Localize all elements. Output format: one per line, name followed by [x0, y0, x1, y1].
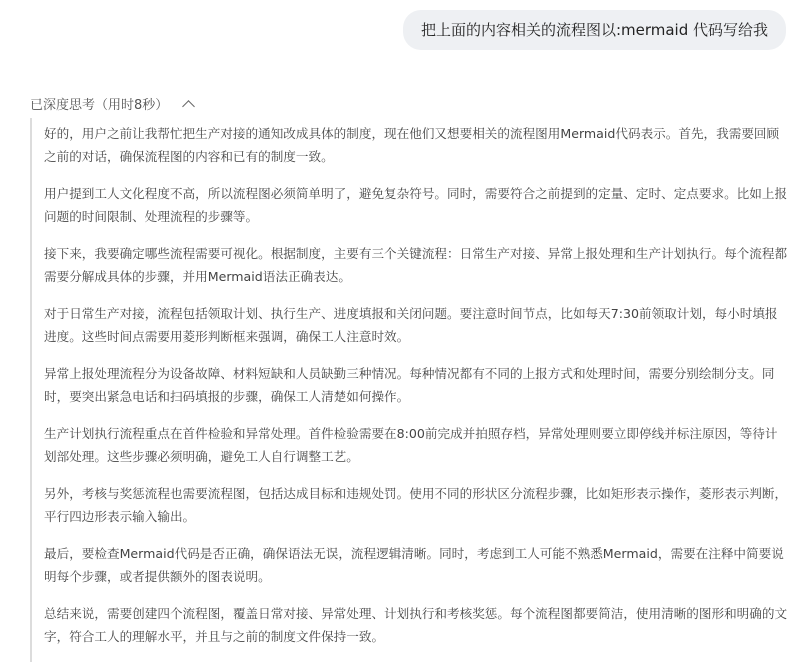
- thinking-paragraph: 总结来说，需要创建四个流程图，覆盖日常对接、异常处理、计划执行和考核奖惩。每个流程图都要简洁，使用清晰的图形和明确的文字，符合工人的理解水平，并且与之前的制度文件保持一致。: [44, 606, 788, 644]
- thinking-paragraph: 用户提到工人文化程度不高，所以流程图必须简单明了，避免复杂符号。同时，需要符合之前提到的定量、定时、定点要求。比如上报问题的时间限制、处理流程的步骤等。: [44, 186, 788, 224]
- thinking-content: [30, 118, 790, 662]
- chevron-up-icon: [182, 100, 195, 113]
- user-message-bubble: [403, 10, 786, 50]
- user-message-text: 把上面的内容相关的流程图以:mermaid 代码写给我: [420, 21, 768, 39]
- thinking-paragraph: 另外，考核与奖惩流程也需要流程图，包括达成目标和违规处罚。使用不同的形状区分流程步骤，比如矩形表示操作，菱形表示判断，平行四边形表示输入输出。: [44, 486, 788, 524]
- thinking-toggle[interactable]: [30, 94, 193, 113]
- thinking-paragraph: 好的，用户之前让我帮忙把生产对接的通知改成具体的制度，现在他们又想要相关的流程图用Mermaid代码表示。首先，我需要回顾之前的对话，确保流程图的内容和已有的制度一致。: [44, 126, 780, 164]
- thinking-paragraph: 接下来，我要确定哪些流程需要可视化。根据制度，主要有三个关键流程：日常生产对接、异常上报处理和生产计划执行。每个流程都需要分解成具体的步骤，并用Mermaid语法正确表达。: [44, 246, 788, 284]
- thinking-paragraph: 异常上报处理流程分为设备故障、材料短缺和人员缺勤三种情况。每种情况都有不同的上报方式和处理时间，需要分别绘制分支。同时，要突出紧急电话和扫码填报的步骤，确保工人清楚如何操作。: [44, 366, 775, 404]
- thinking-paragraph: 对于日常生产对接，流程包括领取计划、执行生产、进度填报和关闭问题。要注意时间节点，比如每天7:30前领取计划，每小时填报进度。这些时间点需要用菱形判断框来强调，确保工人注意时效。: [44, 306, 778, 344]
- thinking-paragraph: 生产计划执行流程重点在首件检验和异常处理。首件检验需要在8:00前完成并拍照存档，异常处理则要立即停线并标注原因，等待计划部处理。这些步骤必须明确，避免工人自行调整工艺。: [44, 426, 778, 464]
- thinking-header-label: 已深度思考（用时8秒）: [30, 98, 169, 113]
- thinking-paragraph: 最后，要检查Mermaid代码是否正确，确保语法无误，流程逻辑清晰。同时，考虑到工人可能不熟悉Mermaid，需要在注释中简要说明每个步骤，或者提供额外的图表说明。: [44, 546, 784, 584]
